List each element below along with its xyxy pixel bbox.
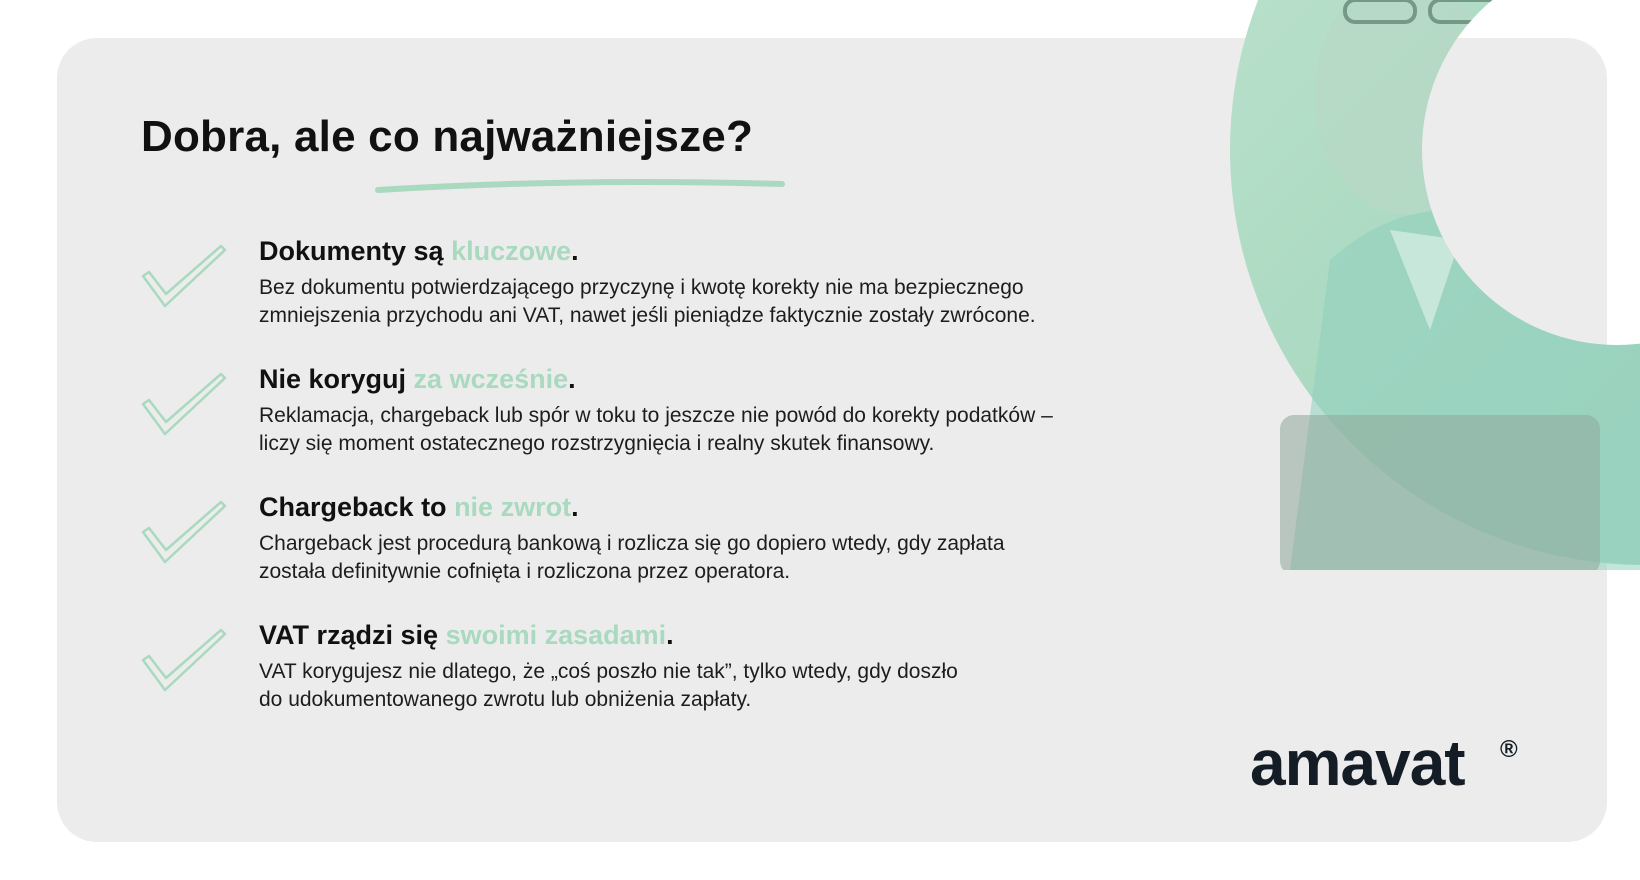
page-title: Dobra, ale co najważniejsze? bbox=[141, 112, 754, 161]
item-heading-text: Dokumenty są bbox=[259, 236, 452, 266]
item-description bbox=[259, 658, 1219, 714]
item-description-line: Chargeback jest procedurą bankową i rozlicza się go dopiero wtedy, gdy zapłata bbox=[259, 532, 1005, 555]
item-description bbox=[259, 274, 1219, 330]
list-item bbox=[141, 364, 1201, 484]
item-description-line: VAT korygujesz nie dlatego, że „coś poszło nie tak”, tylko wtedy, gdy doszło bbox=[259, 660, 958, 683]
item-heading-text: Nie koryguj bbox=[259, 364, 414, 394]
item-heading-text: VAT rządzi się bbox=[259, 620, 446, 650]
item-heading-period: . bbox=[571, 236, 579, 266]
item-heading-accent: kluczowe bbox=[451, 236, 572, 266]
list-item bbox=[141, 620, 1201, 740]
item-description-line: liczy się moment ostatecznego rozstrzygnięcia i realny skutek finansowy. bbox=[259, 432, 935, 455]
item-description-line: Reklamacja, chargeback lub spór w toku to jeszcze nie powód do korekty podatków – bbox=[259, 404, 1053, 427]
list-item bbox=[141, 236, 1201, 356]
decorative-photo-circle bbox=[1220, 0, 1640, 570]
check-icon bbox=[141, 500, 227, 566]
item-heading-text: Chargeback to bbox=[259, 492, 455, 522]
item-heading bbox=[259, 364, 576, 395]
check-icon bbox=[141, 244, 227, 310]
check-icon bbox=[141, 372, 227, 438]
item-description bbox=[259, 402, 1219, 458]
item-heading bbox=[259, 620, 674, 651]
item-heading-accent: nie zwrot bbox=[454, 492, 572, 522]
item-heading-accent: za wcześnie bbox=[413, 364, 569, 394]
item-heading-accent: swoimi zasadami bbox=[445, 620, 667, 650]
item-heading-period: . bbox=[568, 364, 576, 394]
item-heading-period: . bbox=[666, 620, 674, 650]
item-heading bbox=[259, 492, 579, 523]
item-description bbox=[259, 530, 1219, 586]
amavat-logo: amavat bbox=[1250, 727, 1465, 799]
item-description-line: do udokumentowanego zwrotu lub obniżenia zapłaty. bbox=[259, 688, 752, 711]
list-item bbox=[141, 492, 1201, 612]
item-heading-period: . bbox=[571, 492, 579, 522]
title-underline-decoration bbox=[374, 174, 786, 196]
item-description-line: Bez dokumentu potwierdzającego przyczynę i kwotę korekty nie ma bezpiecznego bbox=[259, 276, 1024, 299]
check-icon bbox=[141, 628, 227, 694]
registered-mark: ® bbox=[1500, 736, 1518, 763]
item-description-line: zmniejszenia przychodu ani VAT, nawet jeśli pieniądze faktycznie zostały zwrócone. bbox=[259, 304, 1036, 327]
item-description-line: została definitywnie cofnięta i rozliczona przez operatora. bbox=[259, 560, 791, 583]
item-heading bbox=[259, 236, 579, 267]
